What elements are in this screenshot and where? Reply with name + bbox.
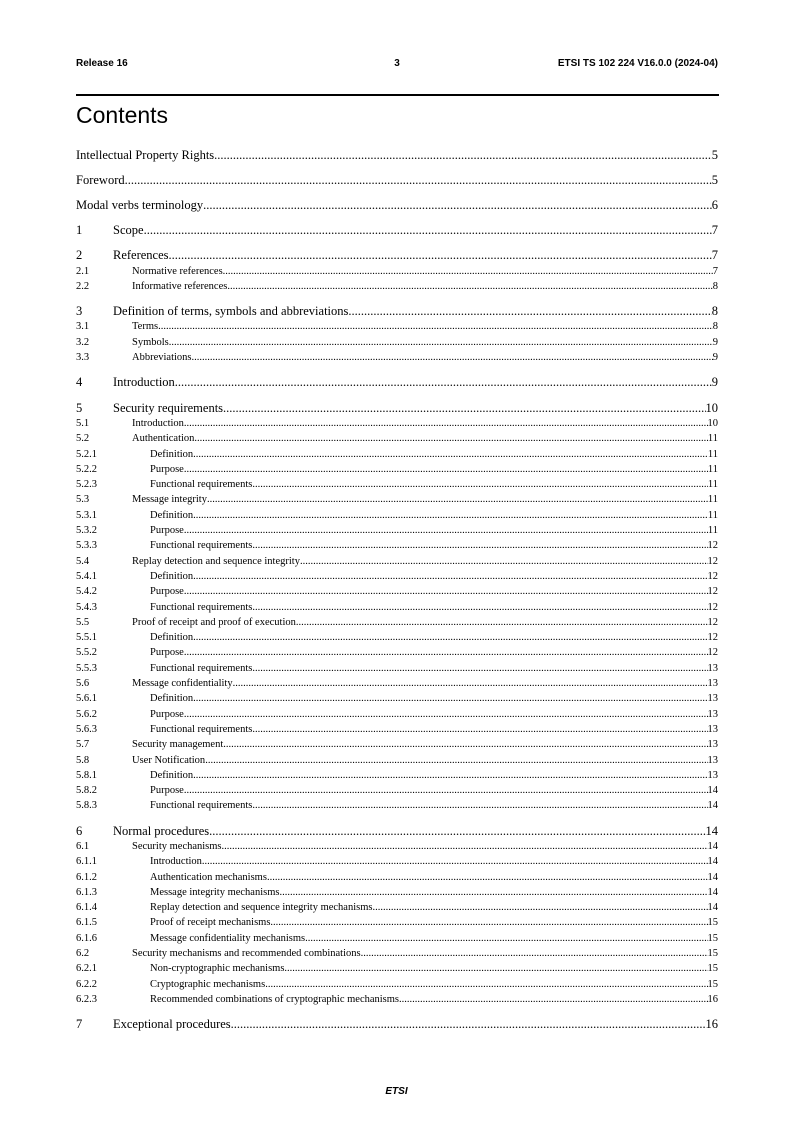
toc-entry-number: 6.2.3 (76, 993, 97, 1005)
toc-entry-number: 5.5.3 (76, 662, 97, 674)
toc-entry-page[interactable]: 12 (707, 570, 718, 582)
toc-entry-label[interactable]: Functional requirements (150, 601, 253, 613)
toc-entry-page[interactable]: 7 (711, 223, 718, 237)
toc-entry[interactable] (76, 661, 718, 676)
toc-leader-dots (361, 946, 708, 961)
toc-entry-number: 1 (76, 223, 83, 237)
toc-leader-dots (296, 615, 708, 630)
toc-leader-dots (184, 783, 708, 798)
toc-leader-dots (184, 416, 708, 431)
toc-entry[interactable] (76, 931, 718, 946)
toc-entry-page[interactable]: 15 (707, 978, 718, 990)
toc-leader-dots (399, 992, 707, 1007)
toc-entry[interactable] (76, 554, 718, 569)
toc-entry-page[interactable]: 12 (707, 540, 718, 552)
toc-entry-label[interactable]: Purpose (150, 525, 184, 537)
toc-entry-label[interactable]: Purpose (150, 647, 184, 659)
toc-entry-number: 6.2.1 (76, 963, 97, 975)
toc-leader-dots (252, 661, 707, 676)
toc-entry-page[interactable]: 9 (711, 375, 718, 390)
toc-leader-dots (252, 722, 707, 737)
toc-entry[interactable] (76, 753, 718, 768)
toc-leader-dots (203, 198, 712, 213)
toc-leader-dots (144, 223, 712, 238)
toc-entry-page[interactable]: 16 (705, 1017, 718, 1032)
toc-leader-dots (284, 961, 707, 976)
toc-leader-dots (125, 173, 712, 188)
toc-entry-label[interactable]: Message integrity mechanisms (150, 886, 280, 898)
toc-leader-dots (169, 335, 713, 350)
toc-entry-page[interactable]: 8 (712, 321, 718, 333)
toc-entry-label[interactable]: Proof of receipt and proof of execution (132, 616, 296, 628)
toc-entry[interactable] (76, 447, 718, 462)
toc-entry-label[interactable]: Functional requirements (150, 800, 253, 812)
toc-entry[interactable] (76, 375, 718, 390)
toc-entry-number: 5.8.2 (76, 785, 97, 797)
toc-entry-label[interactable]: References (113, 248, 169, 263)
toc-entry-page[interactable]: 14 (707, 785, 718, 797)
toc-entry-page[interactable]: 15 (707, 963, 718, 975)
toc-entry-label[interactable]: Replay detection and sequence integrity mechanisms (150, 902, 373, 914)
toc-entry[interactable] (76, 1017, 718, 1032)
toc-entry[interactable] (76, 768, 718, 783)
toc-entry-number: 2 (76, 248, 83, 263)
toc-entry[interactable] (76, 961, 718, 976)
toc-entry-number: 5.7 (76, 739, 90, 751)
toc-entry-page[interactable]: 15 (707, 932, 718, 944)
toc-entry[interactable] (76, 319, 718, 334)
toc-entry[interactable] (76, 538, 718, 553)
toc-entry-page[interactable]: 11 (707, 463, 718, 475)
toc-leader-dots (267, 870, 708, 885)
toc-entry-page[interactable]: 13 (707, 662, 718, 674)
page-header (76, 58, 718, 72)
toc-entry-page[interactable]: 13 (707, 754, 718, 766)
toc-entry-label[interactable]: Proof of receipt mechanisms (150, 917, 271, 929)
toc-entry-label[interactable]: Replay detection and sequence integrity (132, 555, 300, 567)
toc-entry-page[interactable]: 5 (711, 148, 718, 162)
toc-entry-page[interactable]: 8 (712, 280, 718, 292)
toc-leader-dots (252, 538, 707, 553)
toc-entry-label[interactable]: Definition of terms, symbols and abbreviations (113, 304, 349, 319)
toc-entry-number: 6.1.6 (76, 932, 97, 944)
toc-entry-label[interactable]: Purpose (150, 785, 184, 797)
toc-entry-label[interactable]: Non-cryptographic mechanisms (150, 963, 285, 975)
toc-entry[interactable] (76, 783, 718, 798)
toc-entry-number: 3.1 (76, 321, 90, 333)
toc-entry-number: 4 (76, 375, 83, 390)
toc-entry-number: 5.3.3 (76, 540, 97, 552)
toc-entry-number: 6.1.5 (76, 917, 97, 929)
toc-entry-page[interactable]: 11 (707, 448, 718, 460)
toc-entry-page[interactable]: 14 (707, 871, 718, 883)
toc-entry-page[interactable]: 14 (707, 856, 718, 868)
toc-entry[interactable] (76, 737, 718, 752)
table-of-contents (76, 148, 718, 1033)
toc-entry-label[interactable]: Scope (113, 223, 144, 237)
toc-leader-dots (252, 600, 707, 615)
toc-entry-page[interactable]: 13 (707, 678, 718, 690)
toc-entry-page[interactable]: 6 (711, 198, 718, 212)
page-title: Contents (76, 102, 169, 128)
toc-entry[interactable] (76, 279, 718, 294)
toc-entry-page[interactable]: 7 (712, 265, 718, 277)
toc-entry-number: 5.3 (76, 494, 90, 506)
toc-entry-label[interactable]: Recommended combinations of cryptographic mechanisms (150, 993, 400, 1005)
toc-entry-number: 5.2.1 (76, 448, 97, 460)
toc-entry-label[interactable]: Foreword (76, 173, 125, 187)
toc-entry-page[interactable]: 11 (707, 479, 718, 491)
toc-entry-number: 6 (76, 823, 83, 838)
toc-entry-label[interactable]: Definition (150, 632, 194, 644)
toc-entry-number: 7 (76, 1017, 83, 1032)
document-id: ETSI TS 102 224 V16.0.0 (2024-04) (557, 58, 718, 69)
toc-entry[interactable] (76, 477, 718, 492)
toc-entry[interactable] (76, 584, 718, 599)
toc-entry-number: 5.8 (76, 754, 90, 766)
toc-entry-page[interactable]: 12 (707, 601, 718, 613)
toc-entry[interactable] (76, 492, 718, 507)
toc-entry-label[interactable]: Exceptional procedures (113, 1017, 231, 1032)
toc-entry-number: 3 (76, 304, 83, 319)
toc-entry-page[interactable]: 11 (707, 433, 718, 445)
toc-entry-page[interactable]: 12 (707, 616, 718, 628)
toc-leader-dots (193, 569, 707, 584)
toc-entry-label[interactable]: Definition (150, 769, 194, 781)
toc-entry[interactable] (76, 977, 718, 992)
toc-entry[interactable] (76, 946, 718, 961)
toc-entry-page[interactable]: 15 (707, 917, 718, 929)
toc-entry-page[interactable]: 12 (707, 586, 718, 598)
toc-entry-page[interactable]: 9 (712, 336, 718, 348)
toc-leader-dots (231, 1017, 706, 1032)
toc-entry-number: 5.1 (76, 417, 90, 429)
toc-entry[interactable] (76, 508, 718, 523)
toc-entry-number: 5.8.3 (76, 800, 97, 812)
toc-leader-dots (193, 508, 708, 523)
toc-entry-number: 5.4.2 (76, 586, 97, 598)
toc-leader-dots (184, 645, 708, 660)
toc-leader-dots (279, 885, 707, 900)
toc-entry-label[interactable]: Introduction (150, 856, 202, 868)
toc-entry-number: 2.2 (76, 280, 90, 292)
toc-entry-number: 5.2.3 (76, 479, 97, 491)
toc-entry-page[interactable]: 5 (711, 173, 718, 187)
toc-leader-dots (372, 900, 707, 915)
toc-entry[interactable] (76, 416, 718, 431)
toc-entry[interactable] (76, 335, 718, 350)
toc-entry[interactable] (76, 915, 718, 930)
toc-entry-number: 3.3 (76, 352, 90, 364)
toc-leader-dots (184, 523, 708, 538)
toc-entry-number: 5.8.1 (76, 769, 97, 781)
toc-entry-label[interactable]: Normal procedures (113, 823, 210, 838)
toc-entry[interactable] (76, 798, 718, 813)
toc-entry-page[interactable]: 13 (707, 723, 718, 735)
toc-entry[interactable] (76, 676, 718, 691)
toc-leader-dots (194, 431, 707, 446)
toc-leader-dots (193, 630, 707, 645)
toc-entry-number: 6.1.4 (76, 902, 97, 914)
toc-entry-label[interactable]: Modal verbs terminology (76, 198, 204, 212)
toc-entry-label[interactable]: Security mechanisms (132, 840, 222, 852)
toc-entry[interactable] (76, 569, 718, 584)
toc-entry-page[interactable]: 14 (707, 840, 718, 852)
toc-entry[interactable] (76, 223, 718, 238)
toc-entry[interactable] (76, 691, 718, 706)
toc-entry-number: 5.3.2 (76, 525, 97, 537)
toc-entry-label[interactable]: User Notification (132, 754, 206, 766)
toc-entry-label[interactable]: Definition (150, 448, 194, 460)
toc-leader-dots (348, 304, 711, 319)
toc-entry-number: 6.1.2 (76, 871, 97, 883)
toc-entry-label[interactable]: Functional requirements (150, 723, 253, 735)
toc-entry-page[interactable]: 14 (707, 902, 718, 914)
toc-entry-number: 5.6 (76, 678, 90, 690)
toc-entry-label[interactable]: Cryptographic mechanisms (150, 978, 266, 990)
toc-entry-number: 5 (76, 400, 83, 415)
toc-leader-dots (205, 753, 707, 768)
toc-leader-dots (184, 462, 708, 477)
toc-entry-label[interactable]: Informative references (132, 280, 228, 292)
toc-leader-dots (207, 492, 708, 507)
toc-entry-number: 5.6.3 (76, 723, 97, 735)
toc-entry[interactable] (76, 854, 718, 869)
toc-entry-label[interactable]: Message confidentiality (132, 678, 233, 690)
toc-leader-dots (252, 477, 708, 492)
toc-leader-dots (227, 279, 712, 294)
toc-entry[interactable] (76, 600, 718, 615)
toc-entry-label[interactable]: Functional requirements (150, 662, 253, 674)
toc-entry[interactable] (76, 148, 718, 163)
toc-entry-number: 6.2 (76, 948, 90, 960)
toc-entry-page[interactable]: 11 (707, 525, 718, 537)
page-footer: ETSI (385, 1086, 408, 1097)
toc-entry[interactable] (76, 839, 718, 854)
toc-entry-label[interactable]: Introduction (132, 417, 184, 429)
toc-leader-dots (158, 319, 713, 334)
toc-leader-dots (300, 554, 708, 569)
toc-entry-page[interactable]: 14 (707, 886, 718, 898)
toc-leader-dots (209, 824, 705, 839)
toc-entry-page[interactable]: 13 (707, 739, 718, 751)
toc-entry[interactable] (76, 264, 718, 279)
toc-leader-dots (265, 977, 707, 992)
toc-entry-label[interactable]: Definition (150, 509, 194, 521)
toc-entry-label[interactable]: Intellectual Property Rights (76, 148, 215, 162)
toc-entry-page[interactable]: 8 (711, 304, 718, 319)
toc-entry[interactable] (76, 198, 718, 213)
toc-leader-dots (193, 447, 708, 462)
toc-leader-dots (223, 264, 713, 279)
toc-entry-page[interactable]: 13 (707, 708, 718, 720)
toc-leader-dots (193, 768, 707, 783)
toc-entry-number: 5.4 (76, 555, 90, 567)
toc-entry-page[interactable]: 14 (705, 823, 718, 838)
toc-entry[interactable] (76, 900, 718, 915)
toc-entry-label[interactable]: Authentication mechanisms (150, 871, 267, 883)
toc-entry[interactable] (76, 885, 718, 900)
toc-entry-number: 2.1 (76, 265, 90, 277)
toc-entry-number: 5.2.2 (76, 463, 97, 475)
toc-entry-page[interactable]: 15 (707, 948, 718, 960)
toc-entry[interactable] (76, 824, 718, 839)
toc-leader-dots (193, 691, 707, 706)
toc-entry[interactable] (76, 707, 718, 722)
toc-leader-dots (305, 931, 707, 946)
toc-entry-page[interactable]: 12 (707, 555, 718, 567)
toc-entry-page[interactable]: 10 (705, 400, 718, 415)
release-label: Release 16 (76, 58, 128, 69)
toc-entry-number: 5.2 (76, 433, 90, 445)
toc-entry-page[interactable]: 13 (707, 769, 718, 781)
toc-leader-dots (233, 676, 708, 691)
toc-entry-label[interactable]: Purpose (150, 708, 184, 720)
toc-entry-label[interactable]: Abbreviations (132, 352, 192, 364)
toc-leader-dots (184, 707, 708, 722)
toc-entry-page[interactable]: 14 (707, 800, 718, 812)
toc-entry[interactable] (76, 173, 718, 188)
toc-entry-page[interactable]: 12 (707, 647, 718, 659)
toc-leader-dots (184, 584, 708, 599)
toc-entry-number: 5.5.1 (76, 632, 97, 644)
toc-entry-label[interactable]: Normative references (132, 265, 223, 277)
toc-leader-dots (192, 350, 713, 365)
header-rule (76, 94, 719, 96)
toc-entry-page[interactable]: 13 (707, 693, 718, 705)
toc-entry-label[interactable]: Purpose (150, 586, 184, 598)
toc-entry-page[interactable]: 16 (707, 993, 718, 1005)
toc-entry-label[interactable]: Security requirements (113, 400, 224, 415)
toc-entry[interactable] (76, 304, 718, 319)
toc-entry-page[interactable]: 7 (711, 248, 718, 263)
toc-entry-label[interactable]: Message confidentiality mechanisms (150, 932, 306, 944)
toc-entry-label[interactable]: Terms (132, 321, 159, 333)
toc-entry-page[interactable]: 11 (707, 494, 718, 506)
toc-entry-label[interactable]: Introduction (113, 375, 175, 390)
toc-leader-dots (202, 854, 708, 869)
toc-entry-label[interactable]: Security management (132, 739, 224, 751)
toc-entry-number: 6.2.2 (76, 978, 97, 990)
toc-entry[interactable] (76, 462, 718, 477)
toc-entry-number: 5.6.1 (76, 693, 97, 705)
toc-entry[interactable] (76, 248, 718, 263)
toc-entry-page[interactable]: 9 (712, 352, 718, 364)
toc-entry-number: 5.5.2 (76, 647, 97, 659)
toc-entry[interactable] (76, 401, 718, 416)
toc-entry-number: 5.4.3 (76, 601, 97, 613)
toc-entry-number: 3.2 (76, 336, 90, 348)
toc-entry-label[interactable]: Purpose (150, 463, 184, 475)
toc-entry[interactable] (76, 350, 718, 365)
toc-entry[interactable] (76, 630, 718, 645)
toc-entry[interactable] (76, 431, 718, 446)
toc-entry-number: 5.4.1 (76, 570, 97, 582)
toc-leader-dots (223, 401, 705, 416)
toc-entry-label[interactable]: Functional requirements (150, 540, 253, 552)
toc-entry-label[interactable]: Message integrity (132, 494, 207, 506)
toc-leader-dots (223, 737, 707, 752)
toc-entry[interactable] (76, 645, 718, 660)
toc-entry-page[interactable]: 12 (707, 632, 718, 644)
toc-entry-page[interactable]: 10 (707, 417, 718, 429)
toc-entry[interactable] (76, 992, 718, 1007)
toc-entry-label[interactable]: Authentication (132, 433, 195, 445)
toc-leader-dots (169, 248, 712, 263)
toc-leader-dots (214, 148, 712, 163)
toc-entry-label[interactable]: Definition (150, 693, 194, 705)
toc-entry-number: 6.1.1 (76, 856, 97, 868)
page-number: 3 (394, 58, 400, 69)
toc-leader-dots (252, 798, 707, 813)
toc-entry-label[interactable]: Security mechanisms and recommended combinations (132, 948, 361, 960)
toc-entry-label[interactable]: Symbols (132, 336, 169, 348)
toc-leader-dots (175, 375, 712, 390)
toc-entry-number: 5.3.1 (76, 509, 97, 521)
toc-entry-number: 6.1.3 (76, 886, 97, 898)
toc-entry-number: 5.5 (76, 616, 90, 628)
toc-leader-dots (222, 839, 708, 854)
toc-entry-number: 6.1 (76, 840, 90, 852)
toc-leader-dots (270, 915, 707, 930)
toc-entry-label[interactable]: Functional requirements (150, 479, 253, 491)
toc-entry-page[interactable]: 11 (707, 509, 718, 521)
toc-entry-number: 5.6.2 (76, 708, 97, 720)
toc-entry[interactable] (76, 615, 718, 630)
toc-entry-label[interactable]: Definition (150, 570, 194, 582)
toc-entry[interactable] (76, 722, 718, 737)
toc-entry[interactable] (76, 870, 718, 885)
toc-entry[interactable] (76, 523, 718, 538)
